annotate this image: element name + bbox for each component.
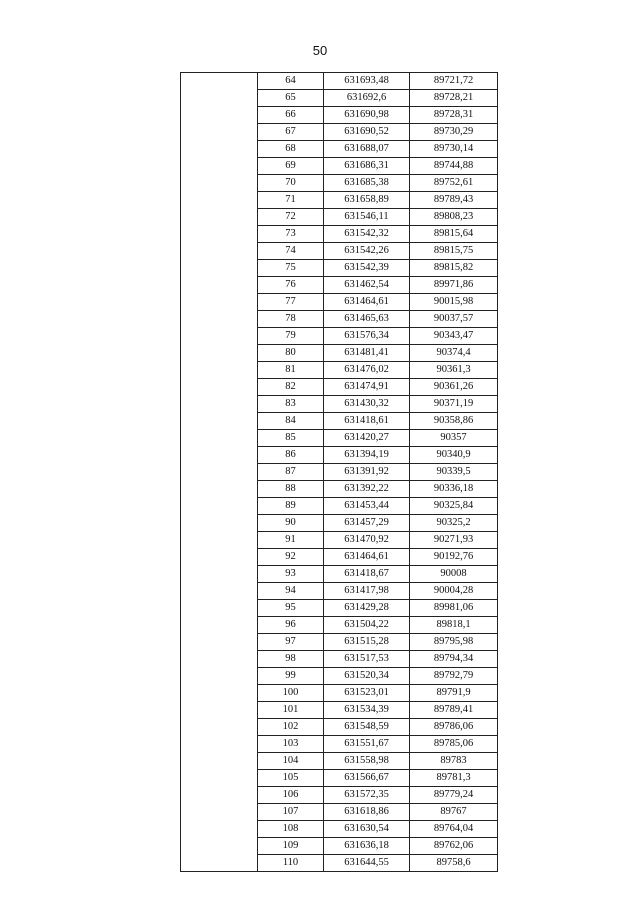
- y-coordinate-cell: 90271,93: [410, 532, 498, 549]
- point-number-cell: 103: [258, 736, 324, 753]
- x-coordinate-cell: 631520,34: [324, 668, 410, 685]
- y-coordinate-cell: 89781,3: [410, 770, 498, 787]
- y-coordinate-cell: 90358,86: [410, 413, 498, 430]
- x-coordinate-cell: 631420,27: [324, 430, 410, 447]
- y-coordinate-cell: 89815,75: [410, 243, 498, 260]
- x-coordinate-cell: 631462,54: [324, 277, 410, 294]
- y-coordinate-cell: 89730,14: [410, 141, 498, 158]
- y-coordinate-cell: 90325,2: [410, 515, 498, 532]
- point-number-cell: 110: [258, 855, 324, 872]
- point-number-cell: 97: [258, 634, 324, 651]
- y-coordinate-cell: 89795,98: [410, 634, 498, 651]
- y-coordinate-cell: 90361,3: [410, 362, 498, 379]
- y-coordinate-cell: 89791,9: [410, 685, 498, 702]
- y-coordinate-cell: 89794,34: [410, 651, 498, 668]
- coordinates-table-body: [181, 73, 498, 872]
- point-number-cell: 64: [258, 73, 324, 90]
- y-coordinate-cell: 89783: [410, 753, 498, 770]
- point-number-cell: 75: [258, 260, 324, 277]
- y-coordinate-cell: 89767: [410, 804, 498, 821]
- y-coordinate-cell: 90371,19: [410, 396, 498, 413]
- y-coordinate-cell: 89981,06: [410, 600, 498, 617]
- point-number-cell: 105: [258, 770, 324, 787]
- point-number-cell: 70: [258, 175, 324, 192]
- y-coordinate-cell: 89744,88: [410, 158, 498, 175]
- point-number-cell: 76: [258, 277, 324, 294]
- y-coordinate-cell: 89728,21: [410, 90, 498, 107]
- x-coordinate-cell: 631551,67: [324, 736, 410, 753]
- x-coordinate-cell: 631470,92: [324, 532, 410, 549]
- point-number-cell: 109: [258, 838, 324, 855]
- y-coordinate-cell: 89728,31: [410, 107, 498, 124]
- y-coordinate-cell: 89730,29: [410, 124, 498, 141]
- x-coordinate-cell: 631417,98: [324, 583, 410, 600]
- x-coordinate-cell: 631566,67: [324, 770, 410, 787]
- point-number-cell: 100: [258, 685, 324, 702]
- x-coordinate-cell: 631542,32: [324, 226, 410, 243]
- y-coordinate-cell: 89762,06: [410, 838, 498, 855]
- merged-blank-cell: [181, 73, 258, 872]
- y-coordinate-cell: 90336,18: [410, 481, 498, 498]
- y-coordinate-cell: 90357: [410, 430, 498, 447]
- point-number-cell: 90: [258, 515, 324, 532]
- y-coordinate-cell: 89789,43: [410, 192, 498, 209]
- y-coordinate-cell: 90343,47: [410, 328, 498, 345]
- point-number-cell: 95: [258, 600, 324, 617]
- y-coordinate-cell: 90325,84: [410, 498, 498, 515]
- x-coordinate-cell: 631464,61: [324, 549, 410, 566]
- x-coordinate-cell: 631504,22: [324, 617, 410, 634]
- x-coordinate-cell: 631523,01: [324, 685, 410, 702]
- y-coordinate-cell: 89779,24: [410, 787, 498, 804]
- point-number-cell: 71: [258, 192, 324, 209]
- table-row: [181, 73, 498, 90]
- x-coordinate-cell: 631474,91: [324, 379, 410, 396]
- x-coordinate-cell: 631572,35: [324, 787, 410, 804]
- point-number-cell: 67: [258, 124, 324, 141]
- x-coordinate-cell: 631430,32: [324, 396, 410, 413]
- y-coordinate-cell: 89818,1: [410, 617, 498, 634]
- x-coordinate-cell: 631542,39: [324, 260, 410, 277]
- point-number-cell: 77: [258, 294, 324, 311]
- x-coordinate-cell: 631481,41: [324, 345, 410, 362]
- x-coordinate-cell: 631418,61: [324, 413, 410, 430]
- point-number-cell: 106: [258, 787, 324, 804]
- point-number-cell: 89: [258, 498, 324, 515]
- x-coordinate-cell: 631394,19: [324, 447, 410, 464]
- y-coordinate-cell: 89815,82: [410, 260, 498, 277]
- point-number-cell: 86: [258, 447, 324, 464]
- y-coordinate-cell: 89789,41: [410, 702, 498, 719]
- x-coordinate-cell: 631692,6: [324, 90, 410, 107]
- x-coordinate-cell: 631476,02: [324, 362, 410, 379]
- x-coordinate-cell: 631453,44: [324, 498, 410, 515]
- y-coordinate-cell: 89752,61: [410, 175, 498, 192]
- point-number-cell: 80: [258, 345, 324, 362]
- y-coordinate-cell: 90340,9: [410, 447, 498, 464]
- x-coordinate-cell: 631690,52: [324, 124, 410, 141]
- x-coordinate-cell: 631576,34: [324, 328, 410, 345]
- x-coordinate-cell: 631644,55: [324, 855, 410, 872]
- point-number-cell: 99: [258, 668, 324, 685]
- y-coordinate-cell: 90037,57: [410, 311, 498, 328]
- y-coordinate-cell: 89815,64: [410, 226, 498, 243]
- x-coordinate-cell: 631418,67: [324, 566, 410, 583]
- x-coordinate-cell: 631457,29: [324, 515, 410, 532]
- x-coordinate-cell: 631464,61: [324, 294, 410, 311]
- point-number-cell: 78: [258, 311, 324, 328]
- point-number-cell: 98: [258, 651, 324, 668]
- x-coordinate-cell: 631548,59: [324, 719, 410, 736]
- point-number-cell: 81: [258, 362, 324, 379]
- point-number-cell: 108: [258, 821, 324, 838]
- point-number-cell: 83: [258, 396, 324, 413]
- point-number-cell: 102: [258, 719, 324, 736]
- x-coordinate-cell: 631630,54: [324, 821, 410, 838]
- x-coordinate-cell: 631636,18: [324, 838, 410, 855]
- point-number-cell: 82: [258, 379, 324, 396]
- y-coordinate-cell: 89785,06: [410, 736, 498, 753]
- point-number-cell: 68: [258, 141, 324, 158]
- point-number-cell: 94: [258, 583, 324, 600]
- x-coordinate-cell: 631391,92: [324, 464, 410, 481]
- point-number-cell: 96: [258, 617, 324, 634]
- x-coordinate-cell: 631688,07: [324, 141, 410, 158]
- point-number-cell: 72: [258, 209, 324, 226]
- y-coordinate-cell: 89786,06: [410, 719, 498, 736]
- point-number-cell: 84: [258, 413, 324, 430]
- x-coordinate-cell: 631542,26: [324, 243, 410, 260]
- point-number-cell: 93: [258, 566, 324, 583]
- coordinates-table: [180, 72, 498, 872]
- point-number-cell: 69: [258, 158, 324, 175]
- x-coordinate-cell: 631546,11: [324, 209, 410, 226]
- y-coordinate-cell: 89808,23: [410, 209, 498, 226]
- point-number-cell: 87: [258, 464, 324, 481]
- y-coordinate-cell: 89792,79: [410, 668, 498, 685]
- x-coordinate-cell: 631658,89: [324, 192, 410, 209]
- point-number-cell: 74: [258, 243, 324, 260]
- y-coordinate-cell: 90008: [410, 566, 498, 583]
- y-coordinate-cell: 90015,98: [410, 294, 498, 311]
- y-coordinate-cell: 90361,26: [410, 379, 498, 396]
- x-coordinate-cell: 631429,28: [324, 600, 410, 617]
- y-coordinate-cell: 90374,4: [410, 345, 498, 362]
- x-coordinate-cell: 631558,98: [324, 753, 410, 770]
- point-number-cell: 107: [258, 804, 324, 821]
- x-coordinate-cell: 631392,22: [324, 481, 410, 498]
- x-coordinate-cell: 631690,98: [324, 107, 410, 124]
- y-coordinate-cell: 89758,6: [410, 855, 498, 872]
- y-coordinate-cell: 89764,04: [410, 821, 498, 838]
- point-number-cell: 92: [258, 549, 324, 566]
- x-coordinate-cell: 631693,48: [324, 73, 410, 90]
- point-number-cell: 91: [258, 532, 324, 549]
- x-coordinate-cell: 631517,53: [324, 651, 410, 668]
- point-number-cell: 65: [258, 90, 324, 107]
- point-number-cell: 73: [258, 226, 324, 243]
- page-number: 50: [312, 43, 328, 58]
- point-number-cell: 104: [258, 753, 324, 770]
- x-coordinate-cell: 631465,63: [324, 311, 410, 328]
- x-coordinate-cell: 631515,28: [324, 634, 410, 651]
- y-coordinate-cell: 90339,5: [410, 464, 498, 481]
- point-number-cell: 88: [258, 481, 324, 498]
- y-coordinate-cell: 89721,72: [410, 73, 498, 90]
- x-coordinate-cell: 631686,31: [324, 158, 410, 175]
- point-number-cell: 101: [258, 702, 324, 719]
- y-coordinate-cell: 90004,28: [410, 583, 498, 600]
- point-number-cell: 85: [258, 430, 324, 447]
- point-number-cell: 66: [258, 107, 324, 124]
- x-coordinate-cell: 631618,86: [324, 804, 410, 821]
- x-coordinate-cell: 631534,39: [324, 702, 410, 719]
- y-coordinate-cell: 90192,76: [410, 549, 498, 566]
- point-number-cell: 79: [258, 328, 324, 345]
- y-coordinate-cell: 89971,86: [410, 277, 498, 294]
- x-coordinate-cell: 631685,38: [324, 175, 410, 192]
